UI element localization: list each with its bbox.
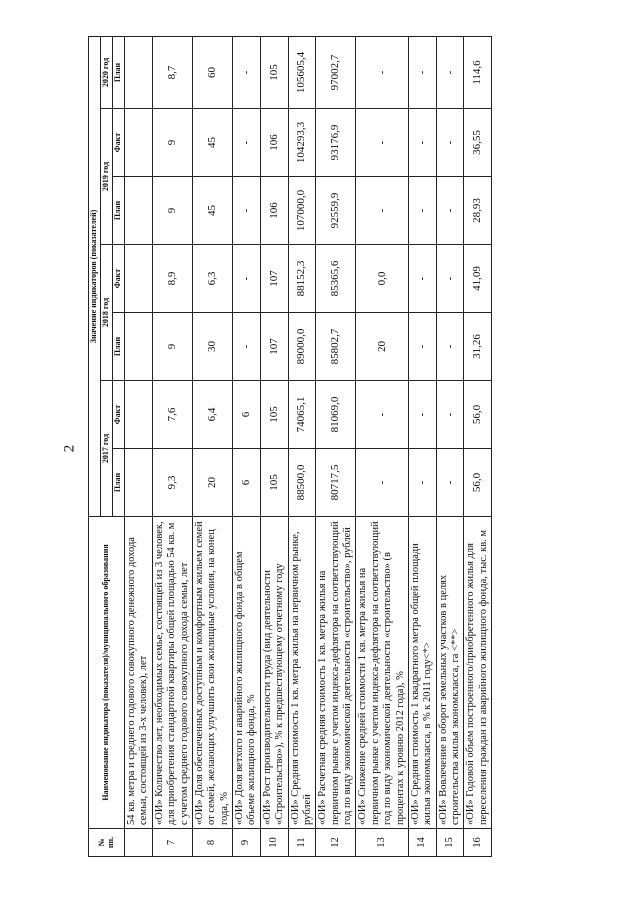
indicator-value: 9 (152, 177, 192, 245)
indicator-value (125, 245, 153, 313)
indicator-value: 106 (260, 177, 288, 245)
indicator-value: 93176,9 (316, 109, 356, 177)
indicator-value (125, 381, 153, 449)
indicator-value: - (408, 109, 436, 177)
indicator-value: 104293,3 (288, 109, 316, 177)
row-number: 15 (436, 829, 464, 857)
table-row (192, 36, 232, 856)
indicator-value: 20 (192, 449, 232, 517)
header-plan: План (113, 313, 125, 381)
indicator-value: 9,3 (152, 449, 192, 517)
header-year-2019: 2019 год (101, 109, 113, 245)
indicator-value: - (233, 36, 261, 108)
indicator-value: - (436, 109, 464, 177)
indicator-value: - (233, 177, 261, 245)
indicator-value: - (356, 36, 409, 108)
row-number: 8 (192, 829, 232, 857)
indicator-name: «ОИ» Количество лет, необходимых семье, состоящей из 3 человек, для приобретения стандартной квартиры общей площадью 54 кв. м с учетом среднего годового совокупного дохода семьи, лет (152, 517, 192, 829)
indicator-value: - (233, 313, 261, 381)
row-number: 16 (464, 829, 492, 857)
header-fact: Факт (113, 381, 125, 449)
indicator-value: - (356, 177, 409, 245)
indicator-value: 89000,0 (288, 313, 316, 381)
indicator-value: 107 (260, 245, 288, 313)
indicator-value: 85802,7 (316, 313, 356, 381)
indicator-value: 56,0 (464, 449, 492, 517)
indicator-value: - (408, 177, 436, 245)
indicator-value: - (408, 36, 436, 108)
header-year-2020: 2020 год (101, 36, 113, 108)
indicator-value: 41,09 (464, 245, 492, 313)
indicator-value: 74065,1 (288, 381, 316, 449)
row-number: 10 (260, 829, 288, 857)
indicator-value: - (436, 177, 464, 245)
indicator-value: 105 (260, 449, 288, 517)
indicator-value: - (356, 109, 409, 177)
indicator-name: «ОИ» Снижение средней стоимости 1 кв. метра жилья на первичном рынке с учетом индекса-дефлятора на соответствующий год по виду экономической деятельности «строительство» (в процентах к уровню 2012 года), % (356, 517, 409, 829)
indicator-value: - (356, 381, 409, 449)
row-number: 7 (152, 829, 192, 857)
indicator-value (125, 313, 153, 381)
indicator-value: 7,6 (152, 381, 192, 449)
header-fact: Факт (113, 245, 125, 313)
table-row (436, 36, 464, 856)
table-row (125, 36, 153, 856)
indicator-value: 6 (233, 449, 261, 517)
indicator-value: 97002,7 (316, 36, 356, 108)
header-year-2018: 2018 год (101, 245, 113, 381)
header-name: Наименование индикатора (показателя)/муниципального образования (89, 517, 125, 829)
indicator-name: «ОИ» Вовлечение в оборот земельных участков в целях строительства жилья экономкласса, га <**> (436, 517, 464, 829)
header-plan: План (113, 449, 125, 517)
indicator-value: 107 (260, 313, 288, 381)
indicator-value: - (408, 381, 436, 449)
indicator-value: 105 (260, 36, 288, 108)
indicator-value: - (408, 245, 436, 313)
indicator-name: «ОИ» Доля обеспеченных доступным и комфортным жильем семей от семей, желающих улучшить свои жилищные условия, на конец года, % (192, 517, 232, 829)
indicator-name: «ОИ» Годовой объем построенного/приобретенного жилья для переселения граждан из аварийного жилищного фонда, тыс. кв. м (464, 517, 492, 829)
indicator-value: 88152,3 (288, 245, 316, 313)
row-number: 14 (408, 829, 436, 857)
indicator-value: 106 (260, 109, 288, 177)
indicator-value: 31,26 (464, 313, 492, 381)
indicator-value: 45 (192, 177, 232, 245)
indicator-name: «ОИ» Средняя стоимость 1 квадратного метра общей площади жилья экономкласса, в % к 2011 году<*> (408, 517, 436, 829)
header-fact: Факт (113, 109, 125, 177)
indicator-value: 30 (192, 313, 232, 381)
indicator-value: - (356, 449, 409, 517)
page-number: 2 (61, 444, 78, 453)
row-number (125, 829, 153, 857)
indicator-value: - (436, 381, 464, 449)
header-plan: План (113, 36, 125, 108)
indicator-value: 105605,4 (288, 36, 316, 108)
table-row (152, 36, 192, 856)
indicator-name: «ОИ» Расчетная средняя стоимость 1 кв. метра жилья на первичном рынке с учетом индекса-дефлятора на соответствующий год по виду экономической деятельности «строительство», рублей (316, 517, 356, 829)
indicator-value: 105 (260, 381, 288, 449)
row-number: 12 (316, 829, 356, 857)
indicator-value (125, 449, 153, 517)
indicator-value: 60 (192, 36, 232, 108)
indicator-name: «ОИ» Средняя стоимость 1 кв. метра жилья на первичном рынке, рублей (288, 517, 316, 829)
indicator-name: «ОИ» Доля ветхого и аварийного жилищного фонда в общем объеме жилищного фонда, % (233, 517, 261, 829)
indicator-value: 6,4 (192, 381, 232, 449)
indicator-value: 6,3 (192, 245, 232, 313)
indicator-value: - (408, 449, 436, 517)
header-num: № пп. (89, 829, 125, 857)
indicator-value: - (436, 449, 464, 517)
indicator-value: 56,0 (464, 381, 492, 449)
table-row (288, 36, 316, 856)
indicator-value: 36,55 (464, 109, 492, 177)
indicator-value: - (436, 36, 464, 108)
indicator-value (125, 177, 153, 245)
indicator-value: 0,0 (356, 245, 409, 313)
indicator-value: 45 (192, 109, 232, 177)
indicator-value: 28,93 (464, 177, 492, 245)
table-row (233, 36, 261, 856)
table-row (316, 36, 356, 856)
indicator-value: 114,6 (464, 36, 492, 108)
indicator-value: - (233, 109, 261, 177)
indicator-value: 92559,9 (316, 177, 356, 245)
indicator-name: 54 кв. метра и среднего годового совокупного денежного дохода семьи, состоящей из 3-х человек), лет (125, 517, 153, 829)
indicator-value: 85365,6 (316, 245, 356, 313)
rotated-table-wrapper (88, 37, 618, 857)
indicator-value (125, 36, 153, 108)
indicator-value: 6 (233, 381, 261, 449)
indicator-value: 8,7 (152, 36, 192, 108)
table-body (125, 36, 492, 856)
indicator-value: 20 (356, 313, 409, 381)
indicator-name: «ОИ» Рост производительности труда (вид деятельности «Строительство»), % к предшествующему отчетному году (260, 517, 288, 829)
table-row (260, 36, 288, 856)
header-plan: План (113, 177, 125, 245)
indicator-value: - (436, 313, 464, 381)
indicator-value: - (436, 245, 464, 313)
table-row (356, 36, 409, 856)
table-row (408, 36, 436, 856)
indicator-value: 80717,5 (316, 449, 356, 517)
indicator-value: - (233, 245, 261, 313)
row-number: 13 (356, 829, 409, 857)
indicator-value: 88500,0 (288, 449, 316, 517)
indicator-value: 9 (152, 109, 192, 177)
indicator-value: 8,9 (152, 245, 192, 313)
indicator-value: - (408, 313, 436, 381)
indicator-value: 107000,0 (288, 177, 316, 245)
indicator-value (125, 109, 153, 177)
table-row (464, 36, 492, 856)
indicator-value: 81069,0 (316, 381, 356, 449)
header-group: Значение индикаторов (показателей) (89, 36, 101, 516)
indicators-table (88, 36, 492, 857)
indicator-value: 9 (152, 313, 192, 381)
row-number: 9 (233, 829, 261, 857)
header-year-2017: 2017 год (101, 381, 113, 517)
row-number: 11 (288, 829, 316, 857)
